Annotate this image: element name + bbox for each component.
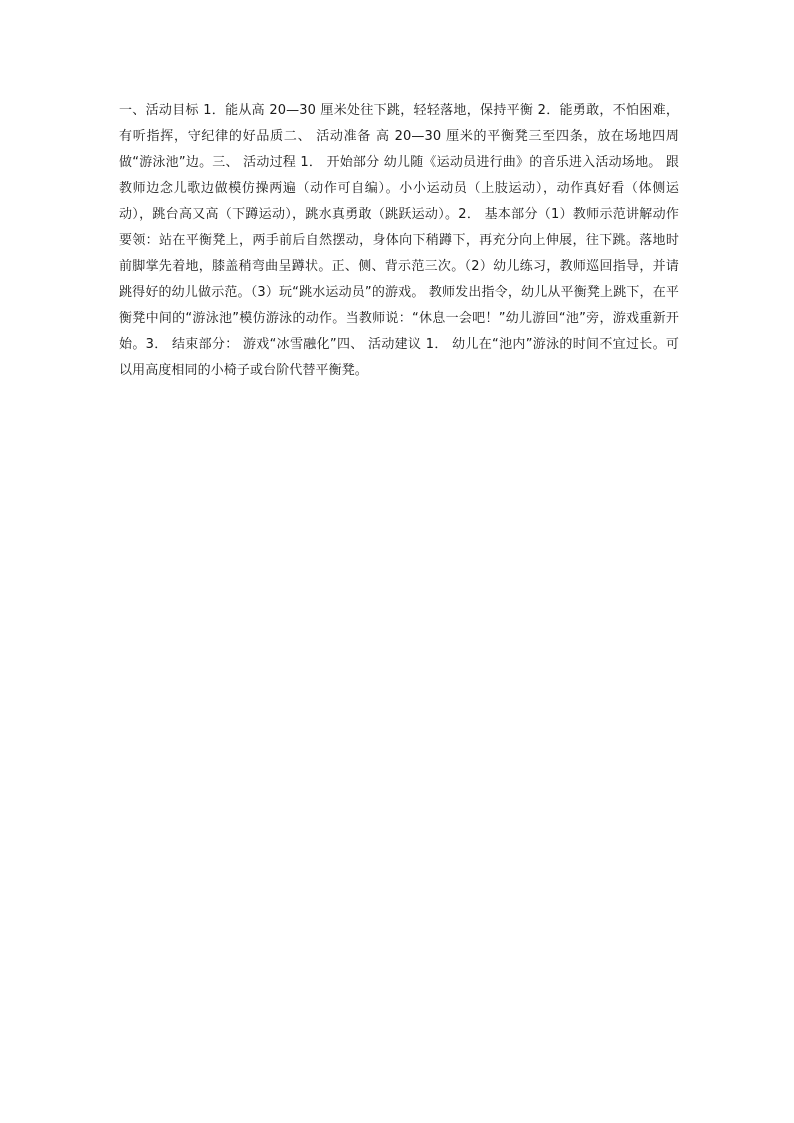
document-body xyxy=(119,98,679,384)
body-paragraph: 一、活动目标 1．能从高 20—30 厘米处往下跳，轻轻落地，保持平衡 2．能勇敢，不怕困难，有听指挥，守纪律的好品质二、 活动准备 高 20—30 厘米的平衡凳三至四条，放在场地四周做“游泳池”边。三、 活动过程 1． 开始部分 幼儿随《运动员进行曲》的音乐进入活动场地。 跟教师边念儿歌边做模仿操两遍（动作可自编）。小小运动员（上肢运动），动作真好看（体侧运动），跳台高又高（下蹲运动），跳水真勇敢（跳跃运动）。2． 基本部分（1）教师示范讲解动作要领：站在平衡凳上，两手前后自然摆动，身体向下稍蹲下，再充分向上伸展，往下跳。落地时前脚掌先着地，膝盖稍弯曲呈蹲状。正、侧、背示范三次。（2）幼儿练习，教师巡回指导，并请跳得好的幼儿做示范。（3）玩“跳水运动员”的游戏。 教师发出指令，幼儿从平衡凳上跳下，在平衡凳中间的“游泳池”模仿游泳的动作。当教师说：“休息一会吧！”幼儿游回“池”旁，游戏重新开始。3． 结束部分： 游戏“冰雪融化”四、 活动建议 1． 幼儿在“池内”游泳的时间不宜过长。可以用高度相同的小椅子或台阶代替平衡凳。 xyxy=(119,103,679,378)
